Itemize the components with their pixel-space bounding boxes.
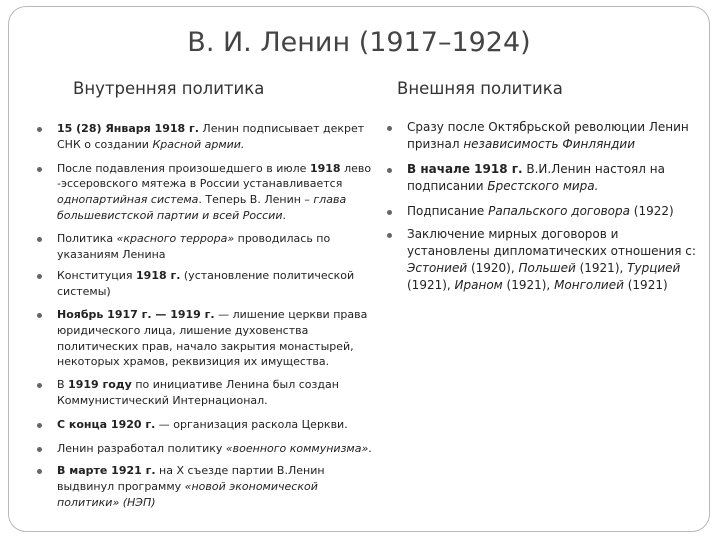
list-item [385,161,703,195]
list-item [35,121,375,153]
list-item-text: независимость Финляндии [463,137,636,151]
list-item-text: . [282,208,286,222]
list-item-text: «новой экономической политики» (НЭП) [57,480,318,509]
list-item-text: (1921), [575,261,628,275]
list-item-text: В начале 1918 г. [407,162,523,176]
list-item-text: Польшей [518,261,576,275]
list-item-text: — организация раскола Церкви. [155,417,348,431]
list-item-text: Эстонией [407,261,468,275]
list-item-text: Красной армии. [152,137,245,151]
list-item-text: Турцией [627,261,681,275]
list-item [385,119,703,153]
list-item-text: проводилась по указаниям Ленина [57,231,331,261]
list-item [385,226,703,294]
list-item-text: Заключение мирных договоров и установлены дипломатических отношения с: [407,227,696,258]
list-item-text: по инициативе Ленина был создан Коммунистический Интернационал. [57,378,339,407]
foreign-policy-list [385,119,703,294]
list-item [35,441,375,457]
list-item-text: После подавления произошедшего в июле [57,161,310,175]
list-item-text: 1918 [309,161,341,175]
list-item-text: (1922) [629,204,674,218]
list-item [385,203,703,220]
list-item-text: 1919 году [68,378,132,392]
list-item-text: Ленин подписывает декрет СНК о создании [57,122,365,151]
list-item [35,307,375,370]
list-item-text: Монголией [554,278,624,292]
list-item-text: «красного террора» [116,231,235,245]
list-item-text: (1920), [467,261,519,275]
list-item-text: В марте 1921 г. [57,464,156,478]
list-item [35,161,375,224]
list-item-text: на X съезде партии В.Ленин выдвинул программу [57,464,325,494]
heading-domestic-policy: Внутренняя политика [73,79,265,98]
list-item-text: Подписание [407,204,489,218]
list-item-text: В [57,378,69,392]
list-item-text: Сразу после Октябрьской революции Ленин признал [407,120,689,151]
list-item-text: 15 (28) Января 1918 г. [57,122,199,135]
list-item-text: С конца 1920 г. [57,417,156,431]
list-item-text: . [368,441,372,455]
list-item-text: . Теперь В. Ленин – [198,193,314,207]
list-item-text: Ираном [454,278,503,292]
list-item-text: Рапальского договора [488,204,630,218]
list-item-text: глава большевистской партии и всей России [57,193,347,222]
list-item-text: Ленин разработал политику [57,441,226,455]
list-item [35,377,375,409]
slide-frame [8,6,710,532]
list-item [35,268,375,300]
domestic-policy-list [35,121,375,511]
list-item [35,231,375,263]
list-item [35,417,375,433]
list-item-text: Ноябрь 1917 г. — 1919 г. [57,307,215,321]
list-item-text: (1921), [407,278,455,292]
heading-foreign-policy: Внешняя политика [397,79,563,98]
list-item-text: Конституция [57,269,137,283]
list-item-text: Политика [57,231,117,245]
list-item-text: однопартийная система [57,193,199,207]
list-item-text: «военного коммунизма» [225,441,369,455]
list-item [35,463,375,510]
list-item-text: (1921) [623,278,668,292]
list-item-text: В.И.Ленин настоял на подписании [407,162,665,193]
slide-title: В. И. Ленин (1917–1924) [187,27,531,58]
list-item-text: 1918 г. [136,269,181,283]
list-item-text: Брестского мира. [487,179,599,193]
list-item-text: (1921), [502,278,555,292]
list-item-text: (установление политической системы) [57,269,355,299]
list-item-text: — лишение церкви права юридического лица, лишение духовенства политических прав, начало закрытия монастырей, некоторых храмов, реквизиция их имущества. [57,307,368,369]
list-item-text: лево -эссеровского мятежа в России устанавливается [57,161,372,191]
